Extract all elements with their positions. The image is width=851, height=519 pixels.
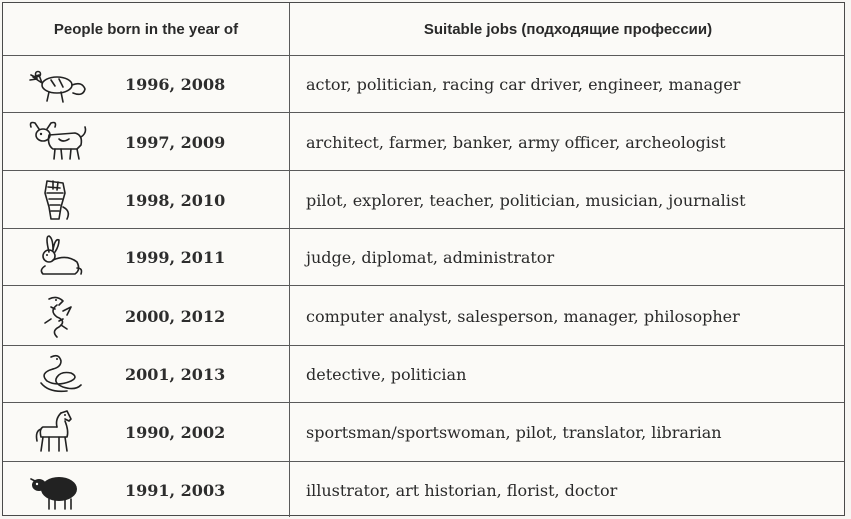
column-divider bbox=[289, 462, 290, 517]
ox-icon bbox=[27, 119, 89, 165]
birth-years: 1997, 2009 bbox=[125, 132, 226, 152]
rabbit-icon bbox=[27, 234, 89, 280]
birth-years: 1999, 2011 bbox=[125, 248, 226, 267]
column-divider bbox=[289, 229, 290, 285]
suitable-jobs: architect, farmer, banker, army officer, archeologist bbox=[306, 132, 726, 152]
column-divider bbox=[289, 346, 290, 402]
suitable-jobs: actor, politician, racing car driver, engineer, manager bbox=[306, 75, 741, 94]
column-divider bbox=[289, 286, 290, 345]
birth-years: 1991, 2003 bbox=[125, 480, 226, 500]
suitable-jobs: judge, diplomat, administrator bbox=[306, 248, 555, 267]
column-divider bbox=[289, 56, 290, 112]
table-row bbox=[3, 112, 844, 170]
birth-years: 1996, 2008 bbox=[125, 75, 226, 94]
suitable-jobs: computer analyst, salesperson, manager, philosopher bbox=[306, 306, 740, 326]
dragon-icon bbox=[27, 293, 89, 339]
column-divider bbox=[289, 171, 290, 228]
birth-years: 2000, 2012 bbox=[125, 306, 226, 326]
table-row bbox=[3, 55, 844, 112]
sheep-icon bbox=[27, 467, 89, 513]
table-row bbox=[3, 402, 844, 461]
table-row bbox=[3, 170, 844, 228]
header-jobs: Suitable jobs (подходящие профессии) bbox=[423, 20, 713, 38]
table-row bbox=[3, 228, 844, 285]
birth-years: 1990, 2002 bbox=[125, 423, 226, 442]
rat-icon bbox=[27, 61, 89, 107]
table-header-row bbox=[3, 3, 844, 55]
suitable-jobs: illustrator, art historian, florist, doctor bbox=[306, 480, 618, 500]
suitable-jobs: pilot, explorer, teacher, politician, musician, journalist bbox=[306, 190, 746, 210]
column-divider bbox=[289, 113, 290, 170]
tiger-icon bbox=[27, 177, 89, 223]
column-divider bbox=[289, 403, 290, 461]
zodiac-jobs-table bbox=[2, 2, 845, 516]
birth-years: 1998, 2010 bbox=[125, 190, 226, 210]
header-years: People born in the year of bbox=[53, 20, 239, 38]
suitable-jobs: sportsman/sportswoman, pilot, translator, librarian bbox=[306, 423, 722, 442]
table-row bbox=[3, 285, 844, 345]
table-row bbox=[3, 461, 844, 517]
birth-years: 2001, 2013 bbox=[125, 365, 226, 384]
table-row bbox=[3, 345, 844, 402]
horse-icon bbox=[27, 409, 89, 455]
snake-icon bbox=[27, 351, 89, 397]
suitable-jobs: detective, politician bbox=[306, 365, 467, 384]
